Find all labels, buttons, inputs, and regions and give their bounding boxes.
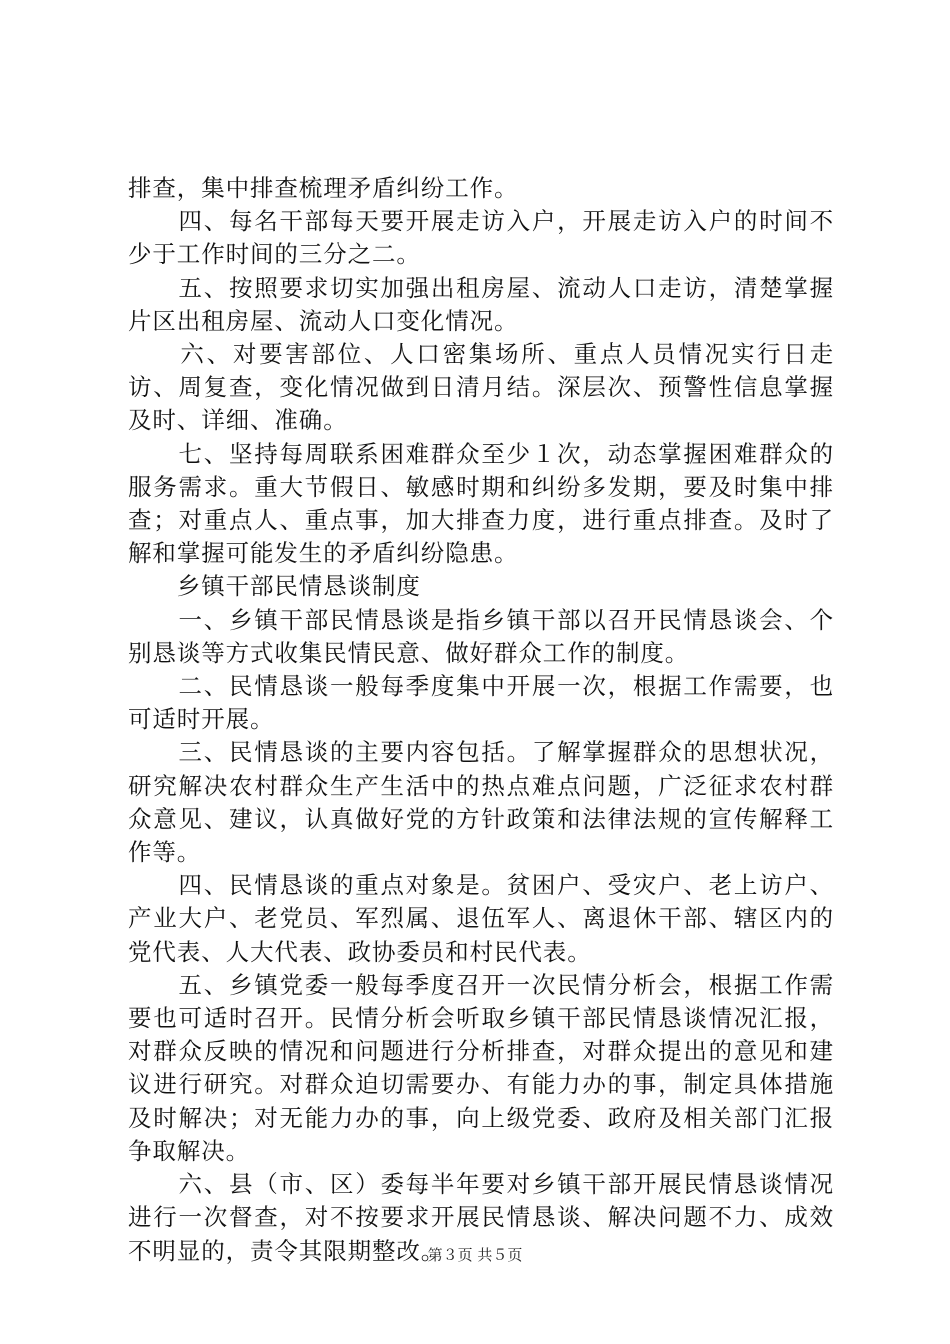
paragraph: 四、民情恳谈的重点对象是。贫困户、受灾户、老上访户、产业大户、老党员、军烈属、退伍军人、离退休干部、辖区内的党代表、人大代表、政协委员和村民代表。	[128, 871, 834, 966]
document-body	[128, 172, 834, 1268]
paragraph: 五、乡镇党委一般每季度召开一次民情分析会，根据工作需要也可适时召开。民情分析会听取乡镇干部民情恳谈情况汇报，对群众反映的情况和问题进行分析排查，对群众提出的意见和建议进行研究。对群众迫切需要办、有能力办的事，制定具体措施及时解决；对无能力办的事，向上级党委、政府及相关部门汇报争取解决。	[128, 970, 834, 1165]
paragraph: 二、民情恳谈一般每季度集中开展一次，根据工作需要，也可适时开展。	[128, 672, 834, 734]
paragraph: 五、按照要求切实加强出租房屋、流动人口走访，清楚掌握片区出租房屋、流动人口变化情况。	[128, 273, 834, 335]
paragraph: 四、每名干部每天要开展走访入户，开展走访入户的时间不少于工作时间的三分之二。	[128, 207, 834, 269]
page-number-footer: 第３页 共５页	[427, 1246, 523, 1264]
paragraph: 三、民情恳谈的主要内容包括。了解掌握群众的思想状况，研究解决农村群众生产生活中的热点难点问题，广泛征求农村群众意见、建议，认真做好党的方针政策和法律法规的宣传解释工作等。	[128, 738, 834, 867]
paragraph: 一、乡镇干部民情恳谈是指乡镇干部以召开民情恳谈会、个别恳谈等方式收集民情民意、做好群众工作的制度。	[128, 605, 834, 667]
paragraph: 六、县（市、区）委每半年要对乡镇干部开展民情恳谈情况进行一次督查，对不按要求开展民情恳谈、解决问题不力、成效不明显的，责令其限期整改。	[128, 1170, 834, 1265]
paragraph: 七、坚持每周联系困难群众至少１次，动态掌握困难群众的服务需求。重大节假日、敏感时期和纠纷多发期，要及时集中排查；对重点人、重点事，加大排查力度，进行重点排查。及时了解和掌握可能发生的矛盾纠纷隐患。	[128, 439, 834, 568]
paragraph: 排查，集中排查梳理矛盾纠纷工作。	[128, 174, 519, 202]
section-heading: 乡镇干部民情恳谈制度	[128, 572, 421, 601]
paragraph: 六、对要害部位、人口密集场所、重点人员情况实行日走访、周复查，变化情况做到日清月结。深层次、预警性信息掌握及时、详细、准确。	[128, 340, 834, 435]
